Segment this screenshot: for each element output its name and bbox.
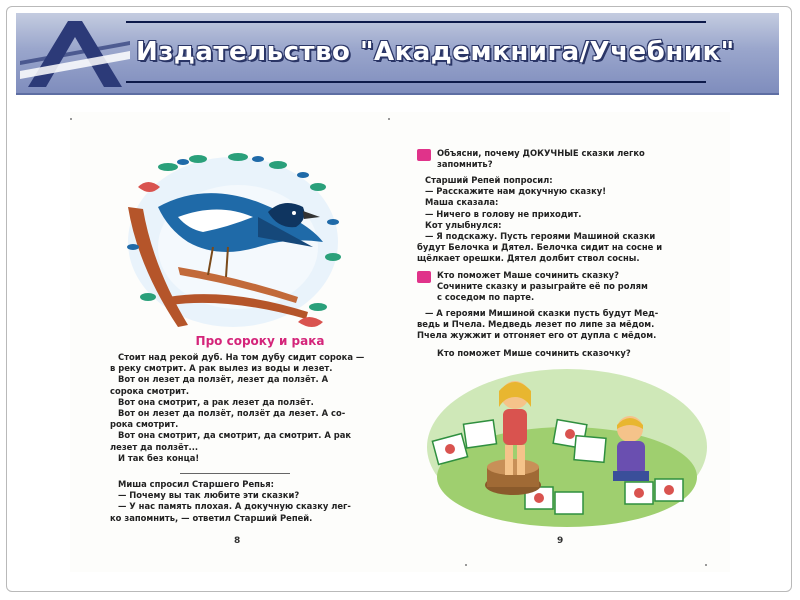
book-spread bbox=[70, 112, 730, 572]
story-text bbox=[110, 352, 364, 464]
page-number: 8 bbox=[234, 536, 241, 546]
question-block bbox=[417, 148, 717, 170]
dialog-line: Кот улыбнулся: bbox=[425, 219, 502, 230]
story-line: Стоит над рекой дуб. На том дубу сидит сорока — bbox=[118, 352, 365, 362]
right-page bbox=[405, 112, 730, 572]
publisher-logo-icon bbox=[20, 15, 130, 93]
question-icon bbox=[417, 271, 431, 283]
story-line: Пчела жужжит и отгоняет его от дупла с мёдом. bbox=[417, 330, 657, 341]
story-text bbox=[417, 308, 658, 342]
dialog-line: — Я подскажу. Пусть героями Машиной сказки bbox=[425, 231, 656, 242]
dialog-line: будут Белочка и Дятел. Белочка сидит на сосне и bbox=[417, 242, 663, 253]
children-illustration bbox=[425, 367, 710, 527]
story-title: Про сороку и рака bbox=[195, 334, 325, 348]
question-line: Кто поможет Мише сочинить сказочку? bbox=[437, 348, 631, 358]
header-banner bbox=[16, 13, 779, 95]
banner-title: Издательство "Академкнига/Учебник" bbox=[136, 37, 735, 67]
story-line: Вот он лезет да ползёт, ползёт да лезет. А со- bbox=[118, 408, 346, 419]
question-block bbox=[417, 270, 717, 304]
dialog-line: — Ничего в голову не приходит. bbox=[425, 208, 582, 219]
story-line: — А героями Мишиной сказки пусть будут Мед- bbox=[425, 308, 659, 318]
magpie-illustration bbox=[108, 147, 348, 347]
dialog-line: щёлкает орешки. Дятел долбит ствол сосны. bbox=[417, 253, 640, 264]
dialog-line: Маша сказала: bbox=[425, 197, 499, 208]
page-number: 9 bbox=[557, 536, 564, 546]
banner-line-top bbox=[126, 21, 706, 23]
story-line: Вот он лезет да ползёт, лезет да ползёт. А bbox=[118, 374, 329, 385]
dialog-line: — У нас память плохая. А докучную сказку лег- bbox=[118, 501, 351, 512]
left-page bbox=[70, 112, 400, 572]
dialog-line: Миша спросил Старшего Репья: bbox=[118, 479, 274, 489]
dialog-line: — Расскажите нам докучную сказку! bbox=[425, 186, 607, 197]
question-line: запомнить? bbox=[437, 159, 493, 170]
corner-mark bbox=[70, 118, 72, 120]
dialog-line: ко запомнить, — ответил Старший Репей. bbox=[110, 512, 313, 523]
question-block bbox=[417, 348, 717, 359]
story-line: Вот она смотрит, а рак лезет да ползёт. bbox=[118, 396, 314, 407]
question-line: Сочините сказку и разыграйте её по ролям bbox=[437, 281, 648, 292]
corner-mark bbox=[388, 118, 390, 120]
banner-line-bottom bbox=[126, 81, 706, 83]
dialog-line: Старший Репей попросил: bbox=[425, 175, 553, 185]
dialog-text bbox=[110, 479, 351, 524]
story-line: лезет да ползёт... bbox=[110, 441, 199, 452]
question-line: Кто поможет Маше сочинить сказку? bbox=[437, 270, 619, 280]
story-line: в реку смотрит. А рак вылез из воды и лезет. bbox=[110, 363, 333, 374]
story-line: Вот она смотрит, да смотрит, да смотрит. А рак bbox=[118, 430, 352, 441]
corner-mark bbox=[705, 564, 707, 566]
story-line: И так без конца! bbox=[118, 452, 200, 463]
question-line: с соседом по парте. bbox=[437, 292, 535, 303]
story-line: сорока смотрит. bbox=[110, 385, 190, 396]
story-line: ведь и Пчела. Медведь лезет по липе за мёдом. bbox=[417, 319, 655, 330]
story-line: рока смотрит. bbox=[110, 419, 179, 430]
question-icon bbox=[417, 149, 431, 161]
dialog-text bbox=[417, 175, 662, 265]
corner-mark bbox=[465, 564, 467, 566]
dialog-line: — Почему вы так любите эти сказки? bbox=[118, 490, 300, 501]
section-divider bbox=[180, 473, 290, 474]
question-line: Объясни, почему ДОКУЧНЫЕ сказки легко bbox=[437, 148, 645, 158]
